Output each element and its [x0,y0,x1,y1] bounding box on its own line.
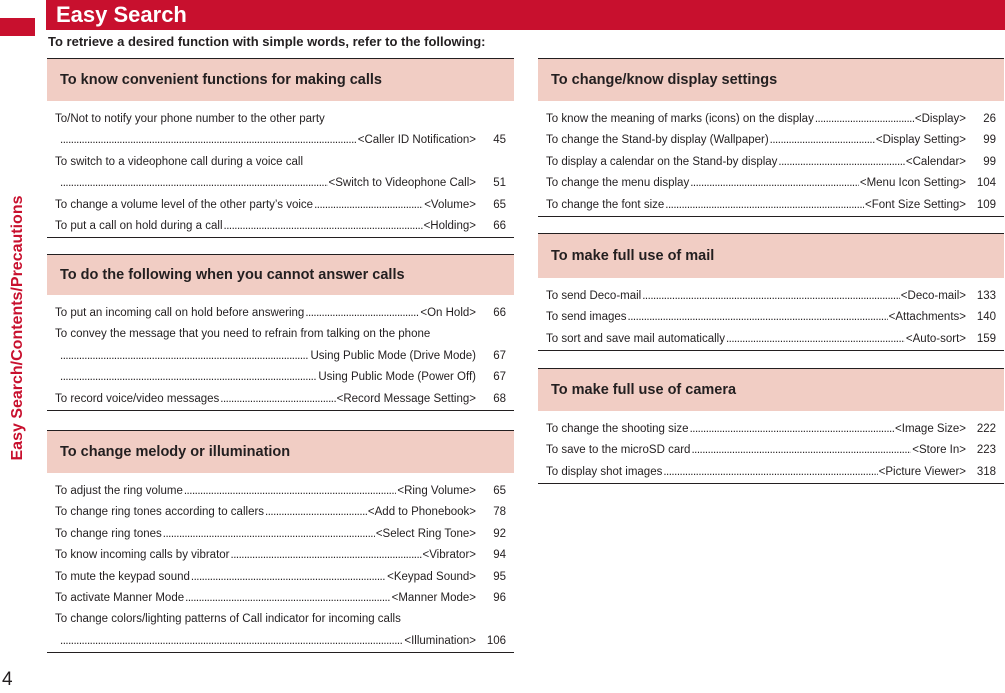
entry-function: <Vibrator> [422,549,476,562]
entry-function: <Ring Volume> [397,485,476,497]
entry-description: To convey the message that you need to refrain from talking on the phone [55,328,431,341]
side-tab-label: Easy Search/Contents/Precautions [9,195,26,461]
leader-dots [642,286,900,307]
page-number: 4 [2,669,13,690]
index-entry [546,286,996,307]
entry-function: <Switch to Videophone Call> [328,177,476,190]
side-tab-marker [0,18,35,36]
entry-function: <Menu Icon Setting> [859,177,966,190]
page-title: Easy Search [56,2,187,27]
leader-dots [60,367,317,388]
entry-page-number: 51 [493,177,506,190]
entry-page-number: 78 [493,506,506,519]
leader-dots [770,130,875,151]
index-entry [55,303,506,324]
entry-page-number: 318 [976,465,996,478]
entry-description: To put an incoming call on hold before answering [55,307,305,319]
section-box [47,58,514,238]
entry-page-number: 67 [493,349,506,362]
entry-function: <Auto-sort> [905,332,966,345]
leader-dots [220,389,335,410]
index-entry [55,346,506,367]
leader-dots [60,130,357,151]
entry-function: Using Public Mode (Drive Mode) [310,349,476,362]
leader-dots [691,440,911,461]
entry-function: <Attachments> [888,311,966,324]
section-body [538,411,1004,483]
index-entry [55,152,506,173]
leader-dots [60,346,309,367]
section-heading: To make full use of mail [538,234,1004,278]
entry-function: <Display> [914,113,966,125]
entry-function: <On Hold> [420,307,476,319]
index-entry [546,173,996,194]
index-entry [546,329,996,350]
leader-dots [224,216,423,237]
index-entry [55,631,506,652]
entry-description: To display shot images [546,465,663,478]
entry-page-number: 66 [493,307,506,319]
index-entry [546,307,996,328]
index-entry [546,152,996,173]
entry-page-number: 159 [976,332,996,345]
leader-dots [628,307,888,328]
entry-description: To display a calendar on the Stand-by display [546,155,778,168]
section-heading: To change/know display settings [538,59,1004,101]
index-entry [546,109,996,130]
leader-dots [314,195,423,216]
section-box [538,368,1004,484]
entry-page-number: 109 [976,198,996,211]
entry-page-number: 68 [493,392,506,405]
entry-description: To know the meaning of marks (icons) on the display [546,113,814,125]
section-heading: To make full use of camera [538,369,1004,411]
leader-dots [191,567,386,588]
entry-description: To change colors/lighting patterns of Call indicator for incoming calls [55,613,401,626]
entry-function: <Illumination> [404,634,476,647]
index-entry [546,462,996,483]
entry-function: <Image Size> [895,423,966,435]
leader-dots [778,152,904,173]
entry-description: To change the font size [546,198,665,211]
leader-dots [663,462,877,483]
section-heading: To do the following when you cannot answer calls [47,255,514,295]
entry-description: To send Deco-mail [546,290,642,302]
index-entry [55,324,506,345]
index-entry [55,367,506,388]
section-heading: To change melody or illumination [47,431,514,473]
header-bar [46,0,1005,30]
section-box [538,58,1004,217]
index-entry [55,481,506,502]
index-entry [55,524,506,545]
entry-page-number: 140 [976,311,996,324]
entry-description: To switch to a videophone call during a voice call [55,155,304,168]
entry-function: <Font Size Setting> [864,198,966,211]
section-body [538,101,1004,216]
entry-description: To change ring tones [55,527,162,540]
leader-dots [231,545,422,566]
entry-function: <Volume> [424,198,476,211]
entry-function: <Display Setting> [875,134,966,147]
entry-page-number: 26 [983,113,996,125]
index-entry [55,216,506,237]
entry-description: To change the shooting size [546,423,689,435]
index-entry [55,109,506,130]
section-body [47,295,514,410]
entry-page-number: 65 [493,198,506,211]
entry-function: <Record Message Setting> [336,392,476,405]
leader-dots [60,173,328,194]
leader-dots [690,173,859,194]
leader-dots [305,303,419,324]
index-entry [546,419,996,440]
entry-page-number: 223 [976,444,996,457]
leader-dots [726,329,905,350]
leader-dots [184,481,397,502]
entry-function: Using Public Mode (Power Off) [318,371,476,384]
entry-description: To activate Manner Mode [55,591,185,604]
entry-page-number: 92 [493,527,506,540]
index-entry [55,502,506,523]
leader-dots [690,419,894,440]
entry-function: <Caller ID Notification> [357,134,476,147]
index-entry [55,130,506,151]
leader-dots [665,195,864,216]
index-entry [55,588,506,609]
entry-description: To save to the microSD card [546,444,691,457]
entry-function: <Store In> [912,444,966,457]
entry-page-number: 99 [983,134,996,147]
entry-page-number: 106 [486,634,506,647]
intro-text: To retrieve a desired function with simple words, refer to the following: [48,34,486,49]
side-tab [0,18,35,668]
entry-function: <Add to Phonebook> [367,506,476,519]
entry-description: To mute the keypad sound [55,570,190,583]
entry-function: <Keypad Sound> [387,570,476,583]
entry-page-number: 133 [976,290,996,302]
leader-dots [60,631,403,652]
leader-dots [185,588,390,609]
entry-description: To change ring tones according to callers [55,506,265,519]
entry-page-number: 95 [493,570,506,583]
index-entry [55,545,506,566]
section-body [47,101,514,237]
entry-page-number: 222 [976,423,996,435]
entry-description: To adjust the ring volume [55,485,183,497]
entry-page-number: 104 [976,177,996,190]
index-entry [55,389,506,410]
entry-function: <Picture Viewer> [878,465,966,478]
entry-description: To change a volume level of the other party’s voice [55,198,314,211]
entry-page-number: 96 [493,591,506,604]
entry-function: <Calendar> [905,155,966,168]
section-heading: To know convenient functions for making calls [47,59,514,101]
entry-page-number: 94 [493,549,506,562]
entry-page-number: 65 [493,485,506,497]
leader-dots [265,502,367,523]
section-body [47,473,514,652]
entry-description: To sort and save mail automatically [546,332,725,345]
entry-function: <Select Ring Tone> [375,527,476,540]
entry-page-number: 99 [983,155,996,168]
index-entry [55,609,506,630]
entry-description: To change the menu display [546,177,690,190]
index-entry [55,195,506,216]
entry-function: <Manner Mode> [391,591,476,604]
index-entry [546,195,996,216]
section-box [538,233,1004,351]
entry-description: To know incoming calls by vibrator [55,549,230,562]
section-box [47,254,514,411]
entry-page-number: 45 [493,134,506,147]
leader-dots [163,524,375,545]
index-entry [55,567,506,588]
entry-function: <Holding> [423,219,476,232]
entry-page-number: 67 [493,371,506,384]
entry-function: <Deco-mail> [900,290,966,302]
entry-description: To/Not to notify your phone number to the other party [55,113,325,125]
entry-description: To put a call on hold during a call [55,219,223,232]
index-entry [546,130,996,151]
section-body [538,278,1004,350]
entry-description: To send images [546,311,627,324]
entry-description: To change the Stand-by display (Wallpaper) [546,134,769,147]
index-entry [546,440,996,461]
leader-dots [815,109,914,130]
index-entry [55,173,506,194]
entry-description: To record voice/video messages [55,392,220,405]
entry-page-number: 66 [493,219,506,232]
section-box [47,430,514,653]
